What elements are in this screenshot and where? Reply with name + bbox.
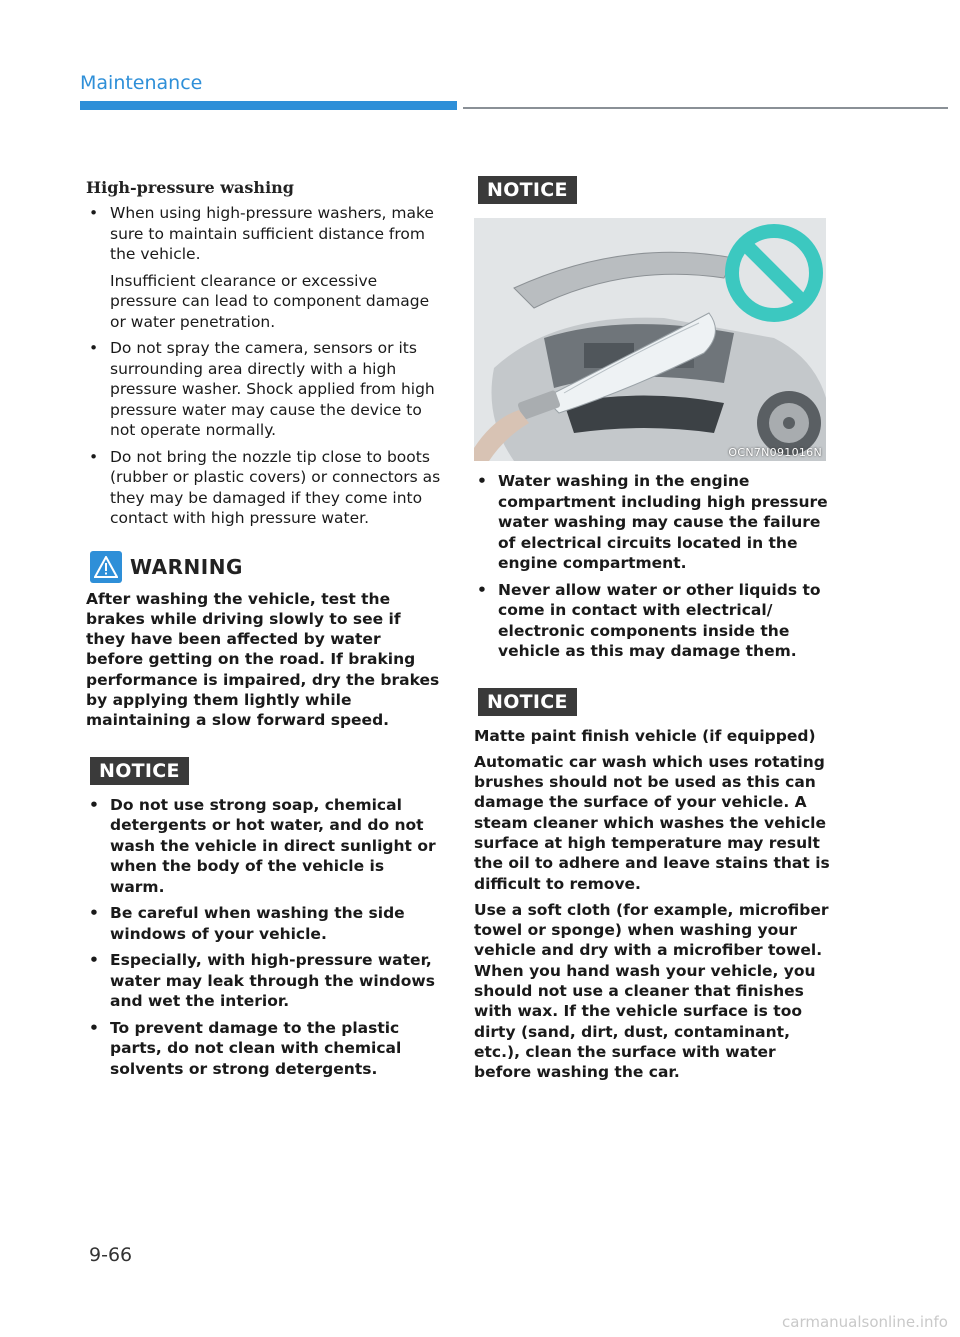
right-column (474, 176, 830, 1089)
warning-text: After washing the vehicle, test the brakes while driving slowly to see if they have been affected by water before getting on the road. If braking performance is impaired, dry the brakes by applying them lightly while maintaining a slow forward speed. (86, 589, 440, 730)
notice-2-body (474, 471, 830, 662)
engine-wash-illustration (474, 218, 826, 461)
matte-paint-para-1: Automatic car wash which uses rotating brushes should not be used as this can damage the surface of your vehicle. A steam cleaner which washes the vehicle surface at high temperature may result the oil to adhere and leave stains that is difficult to remove. (474, 752, 830, 893)
header-divider (463, 107, 948, 109)
list-item-subtext: Insufficient clearance or excessive pressure can lead to component damage or water penetration. (110, 271, 430, 331)
list-item (86, 950, 442, 1012)
list-item (86, 903, 442, 944)
notice-badge: NOTICE (478, 688, 577, 716)
notice-2-header (478, 176, 830, 204)
list-item-text: Do not bring the nozzle tip close to boots (rubber or plastic covers) or connectors as they may be damaged if they come into contact with high pressure water. (110, 447, 441, 527)
list-item-text: Water washing in the engine compartment including high pressure water washing may cause the failure of electrical circuits located in the engine compartment. (498, 472, 828, 572)
notice-1-header (90, 757, 442, 785)
list-item (474, 471, 830, 574)
notice-2-list (474, 471, 830, 662)
section-title: Maintenance (80, 72, 203, 94)
matte-paint-title: Matte paint finish vehicle (if equipped) (474, 726, 816, 745)
list-item (86, 795, 442, 898)
left-column (86, 178, 442, 1085)
notice-1-body (86, 795, 442, 1080)
high-pressure-list-cont (86, 338, 442, 529)
high-pressure-heading: High-pressure washing (86, 178, 294, 197)
list-item-text: Do not spray the camera, sensors or its surrounding area directly with a high pressure washer. Shock applied from high pressure water may cause the device to not operate normally. (110, 339, 435, 439)
notice-3-header (478, 688, 830, 716)
notice-badge: NOTICE (478, 176, 577, 204)
footer-watermark: carmanualsonline.info (782, 1313, 948, 1331)
matte-paint-para-2: Use a soft cloth (for example, microfiber towel or sponge) when washing your vehicle and dry with a microfiber towel. When you hand wash your vehicle, you should not use a cleaner that finishes with wax. If the vehicle surface is too dirty (sand, dirt, dust, contaminant, etc.), clean the surface with water before washing the car. (474, 900, 829, 1082)
list-item-text: Do not use strong soap, chemical detergents or hot water, and do not wash the vehicle in direct sunlight or when the body of the vehicle is warm. (110, 795, 436, 896)
list-item (86, 338, 442, 441)
list-item-text: Be careful when washing the side windows of your vehicle. (110, 904, 405, 943)
header-accent-bar (80, 101, 457, 110)
car-hood-image (474, 218, 826, 461)
list-item-text: To prevent damage to the plastic parts, do not clean with chemical solvents or strong detergents. (110, 1018, 402, 1078)
list-item (86, 203, 442, 265)
list-item (86, 1018, 442, 1080)
warning-triangle-icon (90, 551, 122, 583)
list-item-text: Especially, with high-pressure water, water may leak through the windows and wet the interior. (110, 951, 435, 1011)
list-item-text: When using high-pressure washers, make sure to maintain sufficient distance from the vehicle. (110, 204, 434, 263)
list-item (474, 580, 830, 662)
page-number: 9-66 (89, 1244, 133, 1266)
notice-1-list (86, 795, 442, 1080)
high-pressure-list (86, 203, 442, 265)
warning-label: WARNING (130, 554, 243, 579)
notice-badge: NOTICE (90, 757, 189, 785)
figure-caption: OCN7N091016N (728, 446, 822, 459)
warning-header (90, 551, 442, 583)
list-item-text: Never allow water or other liquids to come in contact with electrical/ electronic components inside the vehicle as this may damage them. (498, 580, 821, 660)
list-item (86, 447, 442, 529)
